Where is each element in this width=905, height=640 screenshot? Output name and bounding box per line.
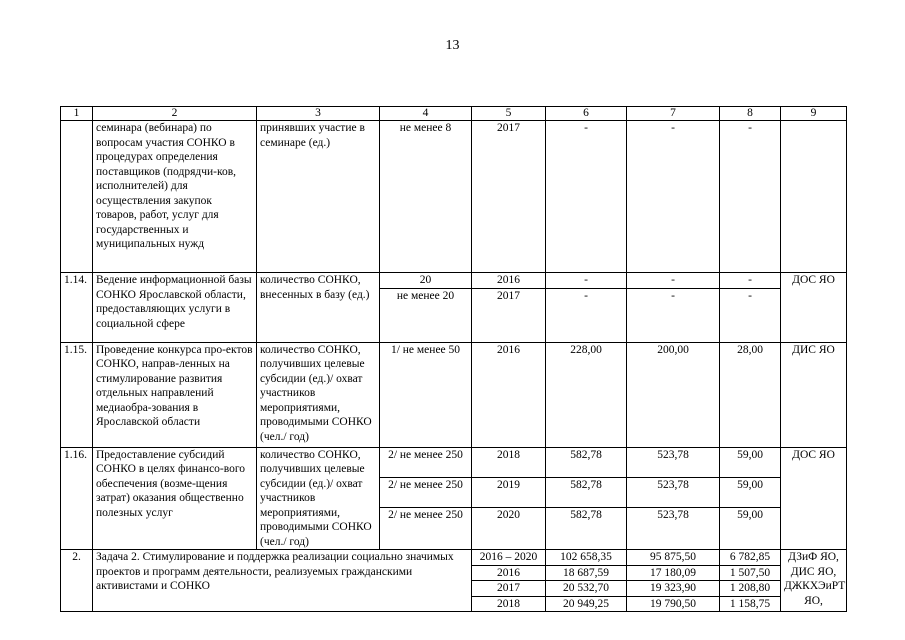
header-cell: 2	[93, 107, 257, 121]
indicator-name: количество СОНКО, получивших целевые субсидии (ед.)/ охват участников мероприятиями, проводимыми СОНКО (чел./ год)	[257, 447, 380, 550]
header-cell: 5	[472, 107, 546, 121]
year: 2017	[472, 288, 546, 342]
indicator-name: принявших участие в семинаре (ед.)	[257, 121, 380, 273]
regional-amount: 200,00	[627, 342, 720, 447]
executor: ДИС ЯО	[781, 342, 847, 447]
header-cell: 7	[627, 107, 720, 121]
table-row	[61, 447, 847, 477]
total-amount: -	[546, 121, 627, 273]
other-amount: 28,00	[720, 342, 781, 447]
other-amount: -	[720, 121, 781, 273]
regional-amount: 17 180,09	[627, 565, 720, 581]
year: 2019	[472, 477, 546, 507]
header-cell: 6	[546, 107, 627, 121]
table-row	[61, 273, 847, 289]
other-amount: 6 782,85	[720, 550, 781, 566]
indicator-name: количество СОНКО, внесенных в базу (ед.)	[257, 273, 380, 343]
program-table	[60, 106, 847, 612]
total-amount: 582,78	[546, 477, 627, 507]
row-number: 1.15.	[61, 342, 93, 447]
total-amount: -	[546, 288, 627, 342]
other-amount: 1 158,75	[720, 596, 781, 612]
table-row	[61, 121, 847, 273]
executor: ДОС ЯО	[781, 273, 847, 343]
regional-amount: 19 790,50	[627, 596, 720, 612]
total-amount: 102 658,35	[546, 550, 627, 566]
header-cell: 9	[781, 107, 847, 121]
other-amount: 59,00	[720, 477, 781, 507]
year: 2017	[472, 121, 546, 273]
table-row	[61, 342, 847, 447]
regional-amount: 95 875,50	[627, 550, 720, 566]
total-amount: 18 687,59	[546, 565, 627, 581]
other-amount: 1 208,80	[720, 581, 781, 597]
activity-name: Проведение конкурса про-ектов СОНКО, направ-ленных на стимулирование развития отдельных направлений медиаобра-зования в Ярославской области	[93, 342, 257, 447]
header-cell: 3	[257, 107, 380, 121]
indicator-value: 2/ не менее 250	[380, 477, 472, 507]
total-amount: 582,78	[546, 447, 627, 477]
regional-amount: 523,78	[627, 477, 720, 507]
activity-name: Предоставление субсидий СОНКО в целях финансо-вого обеспечения (возме-щения затрат) оказания общественно полезных услуг	[93, 447, 257, 550]
indicator-value: 20	[380, 273, 472, 289]
indicator-value: 2/ не менее 250	[380, 447, 472, 477]
regional-amount: 19 323,90	[627, 581, 720, 597]
year: 2018	[472, 596, 546, 612]
year: 2017	[472, 581, 546, 597]
indicator-name: количество СОНКО, получивших целевые субсидии (ед.)/ охват участников мероприятиями, проводимыми СОНКО (чел./ год)	[257, 342, 380, 447]
total-amount: -	[546, 273, 627, 289]
regional-amount: 523,78	[627, 507, 720, 549]
other-amount: 59,00	[720, 447, 781, 477]
regional-amount: 523,78	[627, 447, 720, 477]
header-cell: 4	[380, 107, 472, 121]
total-amount: 582,78	[546, 507, 627, 549]
header-row	[61, 107, 847, 121]
year: 2016	[472, 342, 546, 447]
total-amount: 20 949,25	[546, 596, 627, 612]
regional-amount: -	[627, 121, 720, 273]
indicator-value: не менее 20	[380, 288, 472, 342]
executor	[781, 121, 847, 273]
year: 2016	[472, 273, 546, 289]
indicator-value: 2/ не менее 250	[380, 507, 472, 549]
other-amount: 59,00	[720, 507, 781, 549]
header-cell: 8	[720, 107, 781, 121]
activity-name: семинара (вебинара) по вопросам участия СОНКО в процедурах определения поставщиков (подрядчи-ков, исполнителей) для осуществления закупок товаров, работ, услуг для государственных и муниципальных нужд	[93, 121, 257, 273]
page-number: 13	[445, 38, 460, 53]
row-number	[61, 121, 93, 273]
year: 2018	[472, 447, 546, 477]
executor: ДЗиФ ЯО, ДИС ЯО, ДЖКХЭиРТ ЯО,	[781, 550, 847, 612]
year: 2020	[472, 507, 546, 549]
row-number: 1.16.	[61, 447, 93, 550]
header-cell: 1	[61, 107, 93, 121]
other-amount: -	[720, 288, 781, 342]
total-amount: 228,00	[546, 342, 627, 447]
total-amount: 20 532,70	[546, 581, 627, 597]
regional-amount: -	[627, 288, 720, 342]
year: 2016	[472, 565, 546, 581]
other-amount: 1 507,50	[720, 565, 781, 581]
task-title: Задача 2. Стимулирование и поддержка реализации социально значимых проектов и программ деятельности, реализуемых гражданскими активистами и СОНКО	[93, 550, 472, 612]
executor: ДОС ЯО	[781, 447, 847, 550]
activity-name: Ведение информационной базы СОНКО Ярославской области, предоставляющих услуги в социальной сфере	[93, 273, 257, 343]
other-amount: -	[720, 273, 781, 289]
row-number: 2.	[61, 550, 93, 612]
row-number: 1.14.	[61, 273, 93, 343]
indicator-value: не менее 8	[380, 121, 472, 273]
table-row	[61, 550, 847, 566]
year: 2016 – 2020	[472, 550, 546, 566]
regional-amount: -	[627, 273, 720, 289]
indicator-value: 1/ не менее 50	[380, 342, 472, 447]
